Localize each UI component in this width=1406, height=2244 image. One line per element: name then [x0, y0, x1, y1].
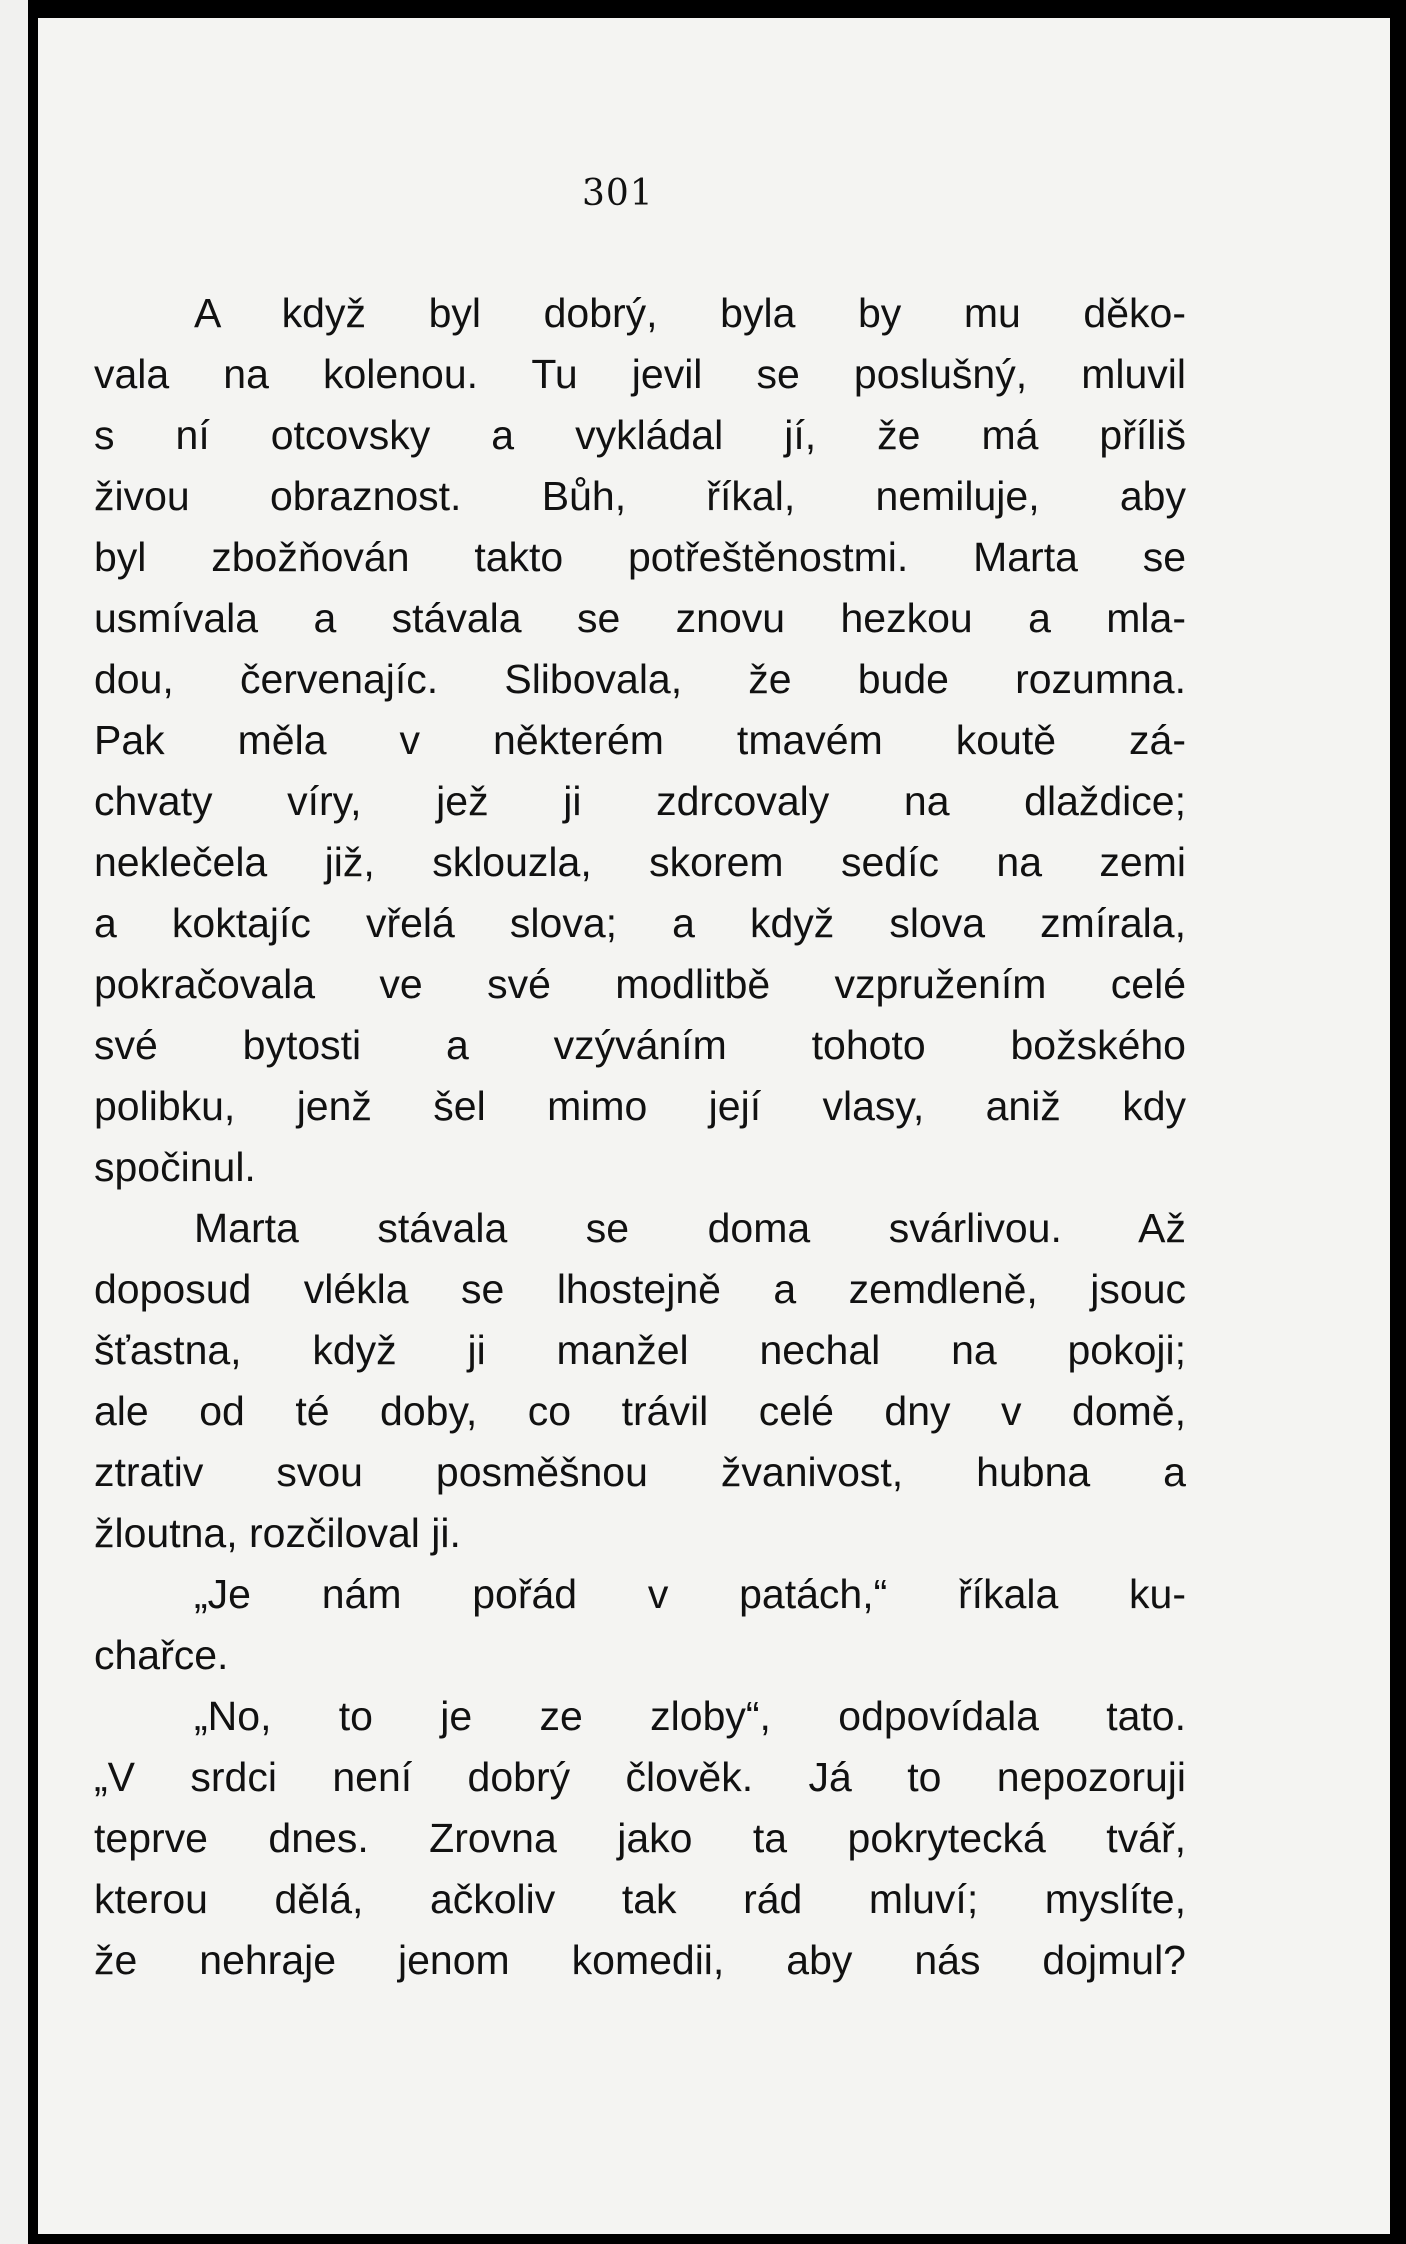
text-line: žloutna, rozčiloval ji.: [94, 1510, 461, 1556]
text-line: polibku, jenž šel mimo její vlasy, aniž kdy: [94, 1083, 1186, 1129]
text-line: doposud vlékla se lhostejně a zemdleně, jsouc: [94, 1266, 1186, 1312]
text-line: dou, červenajíc. Slibovala, že bude rozumna.: [94, 656, 1186, 702]
text-line: Marta stávala se doma svárlivou. Až: [194, 1205, 1186, 1251]
page-number: 301: [582, 173, 654, 214]
text-line: ale od té doby, co trávil celé dny v domě,: [94, 1388, 1186, 1434]
text-line: kterou dělá, ačkoliv tak rád mluví; myslíte,: [94, 1876, 1186, 1922]
text-line: „V srdci není dobrý člověk. Já to nepozoruji: [94, 1754, 1186, 1800]
text-line: Pak měla v některém tmavém koutě zá-: [94, 717, 1186, 763]
body-text: [94, 283, 1186, 1991]
book-page: [38, 18, 1390, 2234]
text-line: spočinul.: [94, 1144, 256, 1190]
text-line: že nehraje jenom komedii, aby nás dojmul?: [94, 1937, 1186, 1983]
text-line: vala na kolenou. Tu jevil se poslušný, mluvil: [94, 351, 1186, 397]
text-line: neklečela již, sklouzla, skorem sedíc na zemi: [94, 839, 1186, 885]
text-line: byl zbožňován takto potřeštěnostmi. Marta se: [94, 534, 1186, 580]
left-margin-strip: [0, 0, 28, 2244]
text-line: „Je nám pořád v patách,“ říkala ku-: [194, 1571, 1186, 1617]
text-line: chvaty víry, jež ji zdrcovaly na dlaždice;: [94, 778, 1186, 824]
text-line: ztrativ svou posměšnou žvanivost, hubna a: [94, 1449, 1186, 1495]
text-line: usmívala a stávala se znovu hezkou a mla-: [94, 595, 1186, 641]
text-line: své bytosti a vzýváním tohoto božského: [94, 1022, 1186, 1068]
text-line: teprve dnes. Zrovna jako ta pokrytecká tvář,: [94, 1815, 1186, 1861]
text-line: a koktajíc vřelá slova; a když slova zmírala,: [94, 900, 1186, 946]
text-line: „No, to je ze zloby“, odpovídala tato.: [194, 1693, 1186, 1739]
text-line: šťastna, když ji manžel nechal na pokoji;: [94, 1327, 1186, 1373]
text-line: A když byl dobrý, byla by mu děko-: [194, 290, 1186, 336]
text-line: chařce.: [94, 1632, 229, 1678]
text-line: s ní otcovsky a vykládal jí, že má příliš: [94, 412, 1186, 458]
text-line: pokračovala ve své modlitbě vzpružením celé: [94, 961, 1186, 1007]
text-line: živou obraznost. Bůh, říkal, nemiluje, aby: [94, 473, 1186, 519]
scan-edge-shadow: [28, 0, 38, 2244]
